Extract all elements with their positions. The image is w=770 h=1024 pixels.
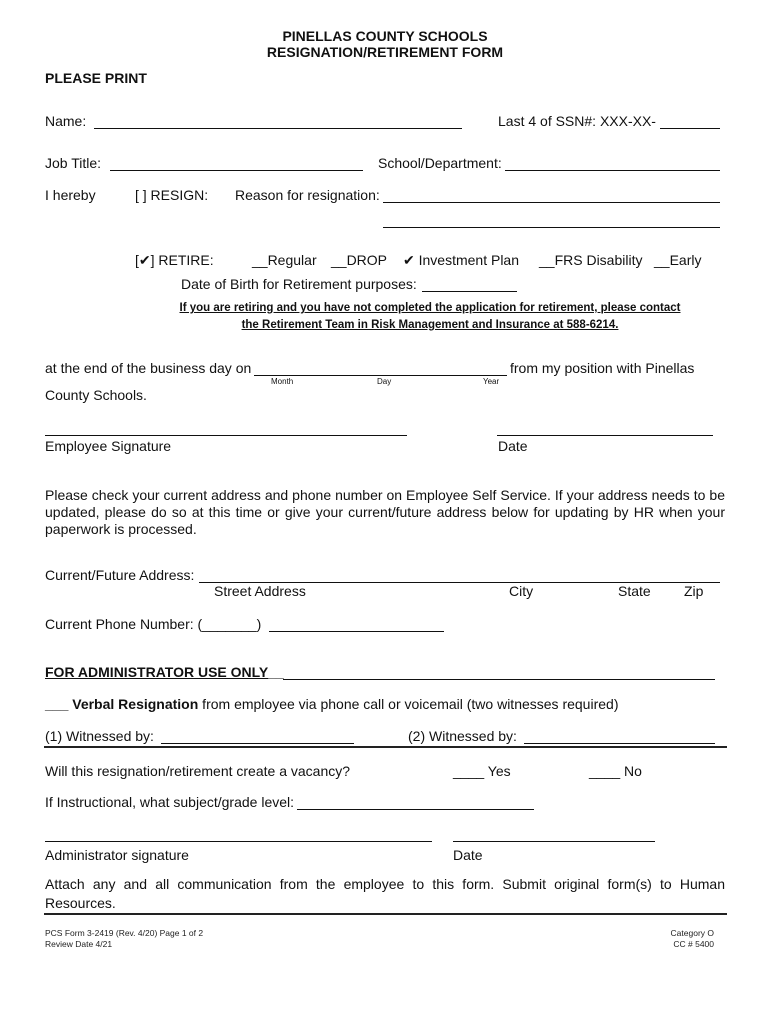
- form-title: PINELLAS COUNTY SCHOOLS: [282, 28, 488, 44]
- section-divider-1: [44, 746, 727, 748]
- reason-field-1[interactable]: [383, 202, 720, 203]
- school-field[interactable]: [505, 170, 720, 171]
- school-label: School/Department:: [378, 155, 502, 171]
- form-number: PCS Form 3-2419 (Rev. 4/20) Page 1 of 2: [45, 928, 204, 938]
- retirement-notice-line-2: the Retirement Team in Risk Management and Insurance at 588-6214.: [241, 319, 619, 331]
- witness-2-label: (2) Witnessed by:: [408, 728, 517, 744]
- retire-checkbox[interactable]: [✔] RETIRE:: [135, 252, 214, 268]
- retire-option-early[interactable]: __Early: [654, 252, 702, 268]
- name-field[interactable]: [94, 128, 462, 129]
- employee-date-field[interactable]: [497, 435, 713, 436]
- day-caption: Day: [377, 377, 392, 386]
- admin-heading-rule: [283, 679, 715, 680]
- effective-date-field[interactable]: [254, 375, 507, 376]
- hereby-label: I hereby: [45, 187, 96, 203]
- review-date: Review Date 4/21: [45, 939, 113, 949]
- city-caption: City: [509, 583, 534, 599]
- witness-1-label: (1) Witnessed by:: [45, 728, 154, 744]
- county-schools-label: County Schools.: [45, 387, 147, 403]
- verbal-resignation-line[interactable]: [45, 696, 618, 713]
- month-caption: Month: [271, 377, 294, 386]
- retire-option-frs-disability[interactable]: __FRS Disability: [539, 252, 643, 268]
- year-caption: Year: [483, 377, 500, 386]
- from-position-label: from my position with Pinellas: [510, 360, 695, 376]
- address-instructions: Please check your current address and phone number on Employee Self Service. If your address needs to be updated, please do so at this time or give your current/future address below for updating by HR when your paperwork is processed.: [45, 487, 725, 537]
- admin-date-label: Date: [453, 847, 483, 863]
- state-caption: State: [618, 583, 651, 599]
- reason-field-2[interactable]: [383, 227, 720, 228]
- admin-signature-label: Administrator signature: [45, 847, 189, 863]
- employee-signature-field[interactable]: [45, 435, 407, 436]
- instructional-label: If Instructional, what subject/grade level:: [45, 794, 295, 810]
- employee-date-label: Date: [498, 438, 528, 454]
- street-caption: Street Address: [214, 583, 306, 599]
- please-print-label: PLEASE PRINT: [45, 70, 147, 86]
- retire-option-drop[interactable]: __DROP: [331, 252, 388, 268]
- zip-caption: Zip: [684, 583, 704, 599]
- vacancy-question: Will this resignation/retirement create a vacancy?: [45, 763, 351, 779]
- admin-heading: [45, 664, 284, 681]
- ssn-field[interactable]: [660, 128, 720, 129]
- vacancy-yes-option[interactable]: ____ Yes: [453, 763, 511, 779]
- job-title-field[interactable]: [110, 170, 363, 171]
- ssn-label: Last 4 of SSN#: XXX-XX-: [498, 113, 656, 129]
- admin-date-field[interactable]: [453, 841, 655, 842]
- dob-label: Date of Birth for Retirement purposes:: [181, 276, 417, 292]
- section-divider-2: [44, 913, 727, 915]
- phone-label: Current Phone Number: (_______): [45, 616, 262, 632]
- cc-number: CC # 5400: [673, 939, 714, 949]
- current-future-address-label: Current/Future Address:: [45, 567, 195, 583]
- name-label: Name:: [45, 113, 87, 129]
- vacancy-no-option[interactable]: ____ No: [589, 763, 642, 779]
- retire-option-investment-plan[interactable]: ✔ Investment Plan: [403, 252, 520, 268]
- retirement-notice-line-1: If you are retiring and you have not completed the application for retirement, please contact: [179, 302, 681, 314]
- instructional-field[interactable]: [297, 809, 534, 810]
- job-title-label: Job Title:: [45, 155, 102, 171]
- attach-note: Attach any and all communication from the employee to this form. Submit original form(s) to Human Resources.: [45, 876, 725, 911]
- verbal-resignation-description: from employee via phone call or voicemail (two witnesses required): [198, 696, 619, 712]
- witness-1-field[interactable]: [161, 743, 354, 744]
- end-of-day-label: at the end of the business day on: [45, 360, 252, 376]
- admin-heading-suffix: __: [268, 664, 284, 680]
- admin-signature-field[interactable]: [45, 841, 432, 842]
- category-label: Category O: [670, 928, 714, 938]
- verbal-resignation-blank: ___: [45, 696, 73, 712]
- form-subtitle: RESIGNATION/RETIREMENT FORM: [266, 44, 504, 60]
- employee-signature-label: Employee Signature: [45, 438, 172, 454]
- verbal-resignation-label: Verbal Resignation: [72, 696, 199, 712]
- dob-field[interactable]: [422, 291, 517, 292]
- retire-option-regular[interactable]: __Regular: [252, 252, 317, 268]
- reason-label: Reason for resignation:: [235, 187, 380, 203]
- phone-field[interactable]: [269, 631, 444, 632]
- witness-2-field[interactable]: [524, 743, 715, 744]
- resign-checkbox[interactable]: [ ] RESIGN:: [135, 187, 209, 203]
- admin-heading-text: FOR ADMINISTRATOR USE ONLY: [45, 664, 269, 680]
